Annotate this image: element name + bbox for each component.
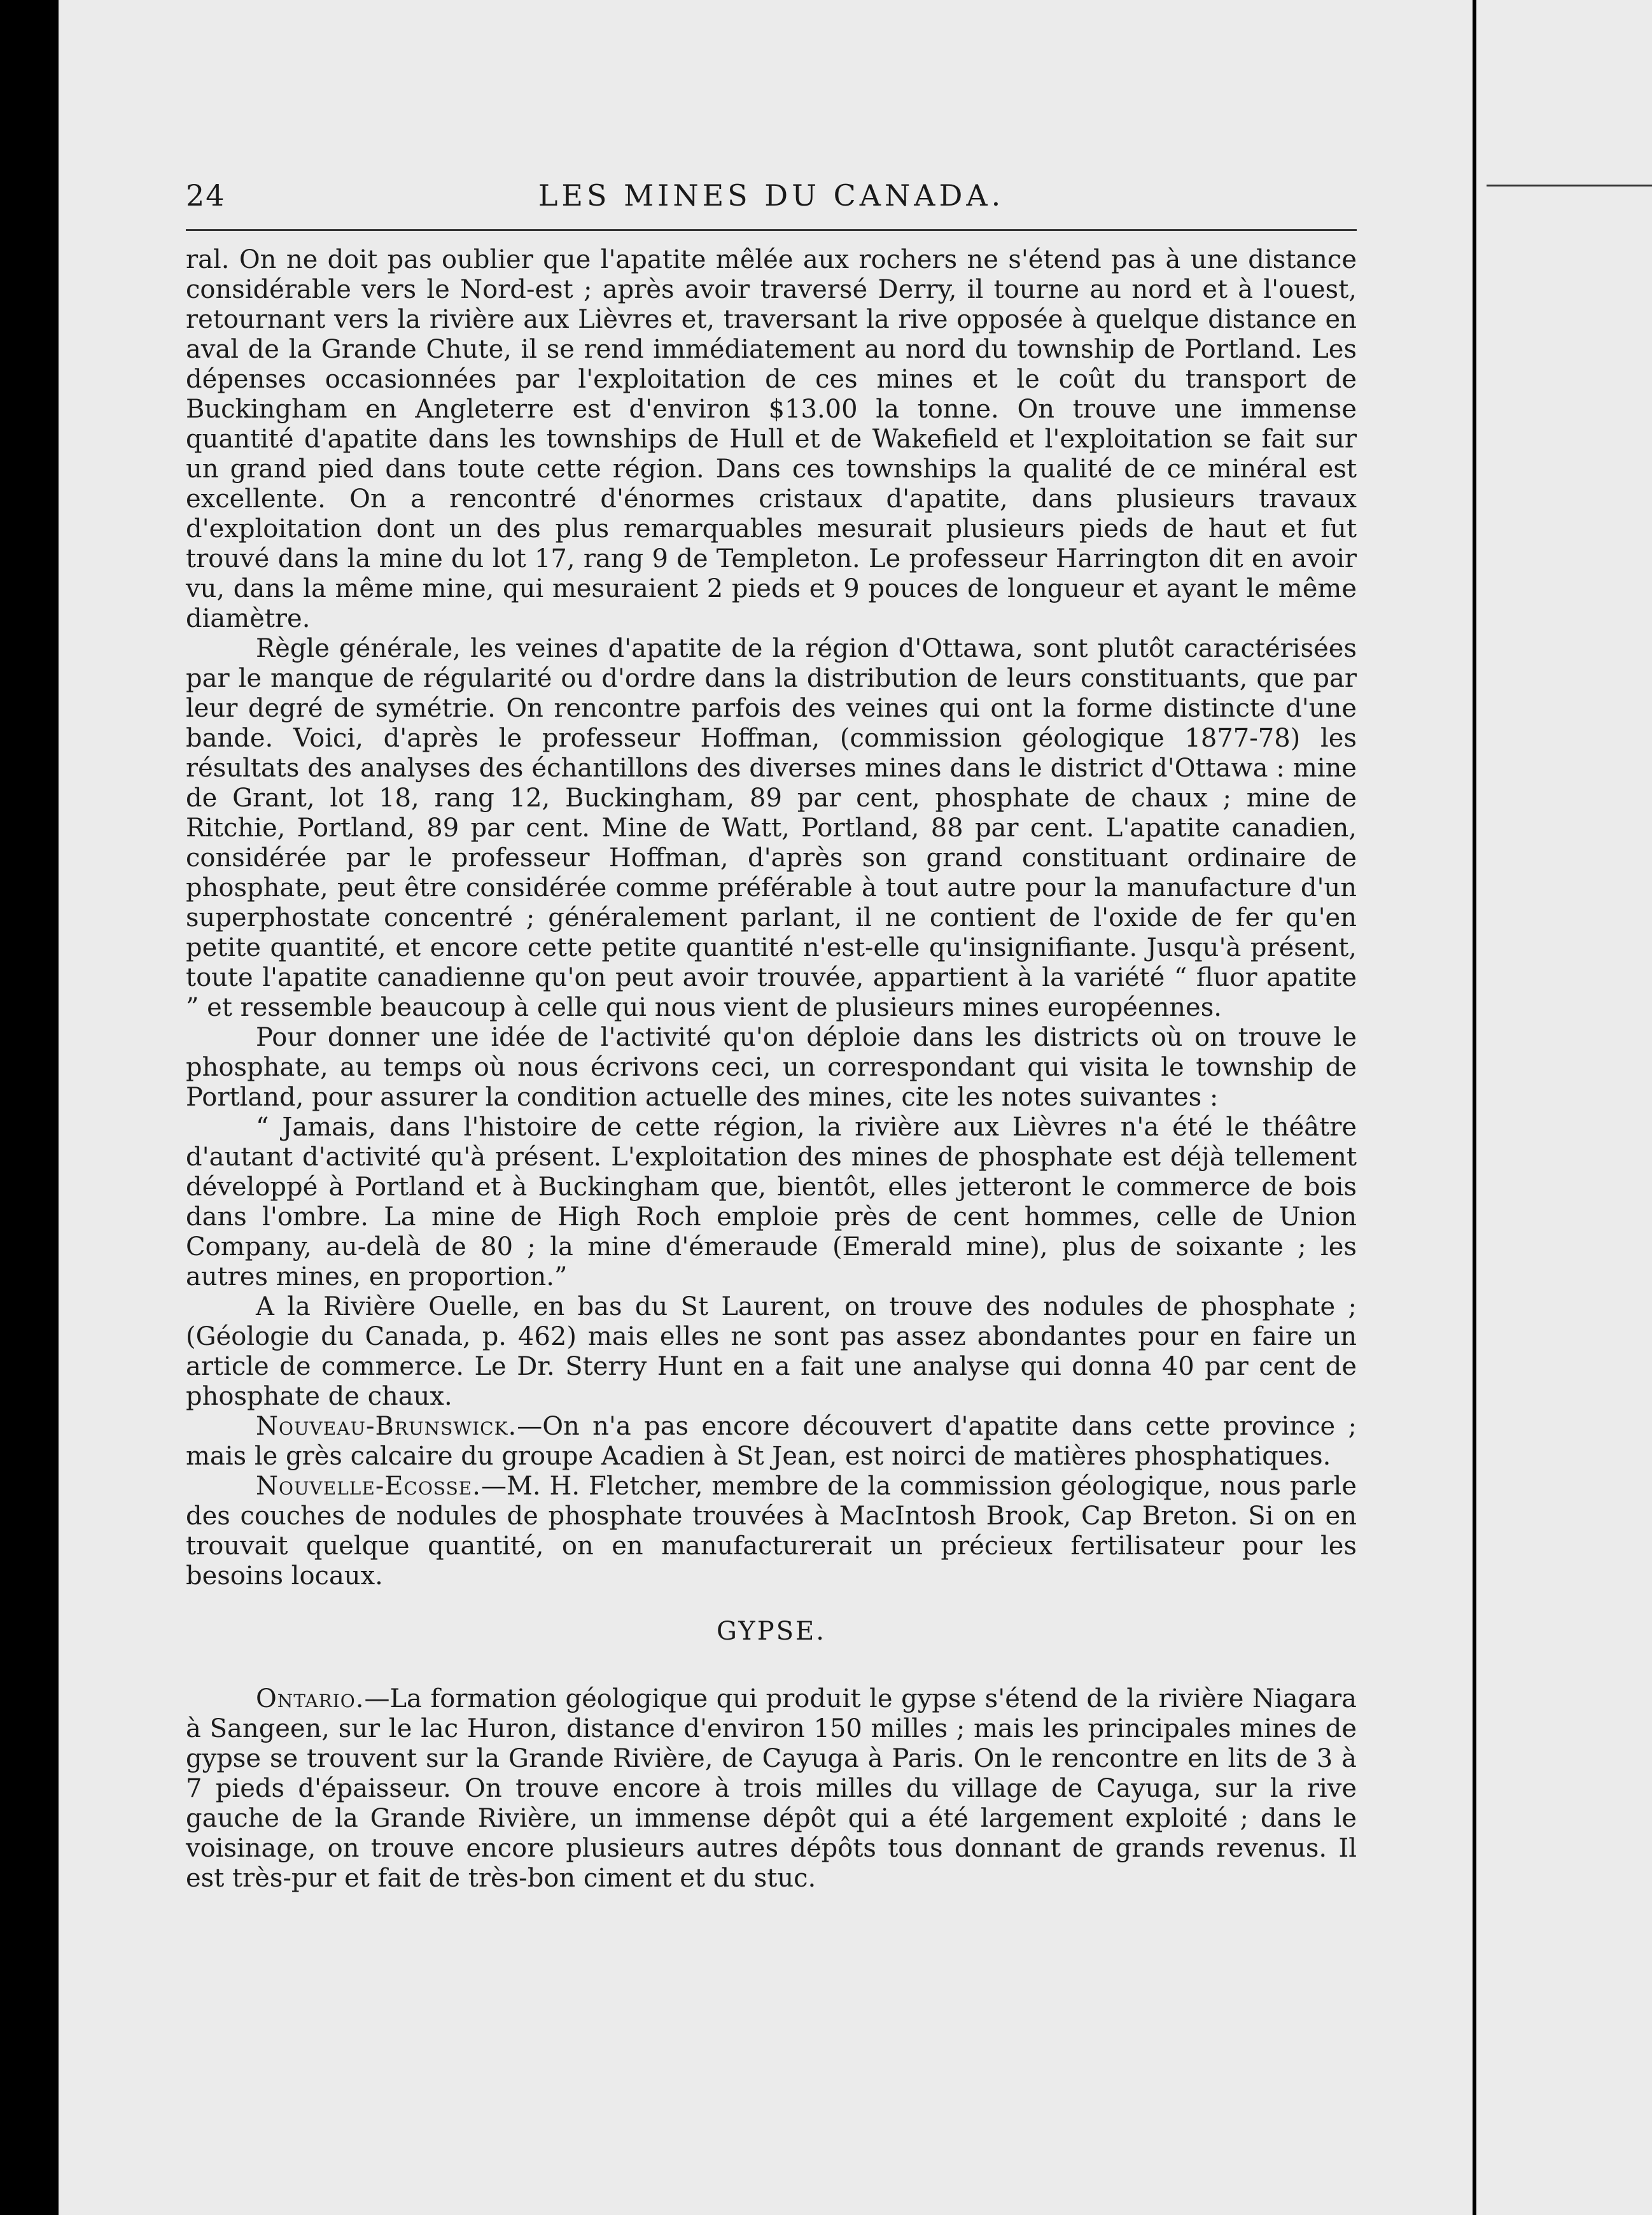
right-page-edge [1476,0,1652,2215]
paragraph-nouveau-brunswick [186,1412,1357,1472]
body-text [186,245,1357,1894]
paragraph-3: Pour donner une idée de l'activité qu'on déploie dans les districts où on trouve le phosphate, au temps où nous écrivons ceci, un correspondant qui visita le township de Portland, pour assurer la condition actuelle des mines, cite les notes suivantes : [186,1023,1357,1112]
lead-nouveau-brunswick: Nouveau-Brunswick. [256,1412,517,1441]
quotation-paragraph: “ Jamais, dans l'histoire de cette région, la rivière aux Lièvres n'a été le théâtre d'autant d'activité qu'à présent. L'exploitation des mines de phosphate est déjà tellement développé à Portland et à Buckingham que, bientôt, elles jetteront le commerce de bois dans l'ombre. La mine de High Roch emploie près de cent hommes, celle de Union Company, au-delà de 80 ; la mine d'émeraude (Emerald mine), plus de soixante ; les autres mines, en proportion.” [186,1113,1357,1291]
text-nouvelle-ecosse: —M. H. Fletcher, membre de la commission géologique, nous parle des couches de nodules de phosphate trouvées à MacIntosh Brook, Cap Breton. Si on en trouvait quelque quantité, on en manufacturerait un précieux fertilisateur pour les besoins locaux. [186,1472,1357,1591]
page-header [186,178,1357,231]
lead-nouvelle-ecosse: Nouvelle-Ecosse. [256,1472,481,1501]
text-nouveau-brunswick: —On n'a pas encore découvert d'apatite dans cette province ; mais le grès calcaire du groupe Acadien à St Jean, est noirci de matières phosphatiques. [186,1412,1357,1471]
section-heading-gypse: GYPSE. [717,1617,826,1646]
paragraph-riviere-ouelle: A la Rivière Ouelle, en bas du St Laurent, on trouve des nodules de phosphate ; (Géologie du Canada, p. 462) mais elles ne sont pas assez abondantes pour en faire un article de commerce. Le Dr. Sterry Hunt en a fait une analyse qui donna 40 par cent de phosphate de chaux. [186,1292,1357,1411]
paragraph-ontario [186,1684,1357,1894]
page-content [186,178,1357,1894]
paragraph-1: ral. On ne doit pas oublier que l'apatite mêlée aux rochers ne s'étend pas à une distance considérable vers le Nord-est ; après avoir traversé Derry, il tourne au nord et à l'ouest, retournant vers la rivière aux Lièvres et, traversant la rive opposée à quelque distance en aval de la Grande Chute, il se rend immédiatement au nord du township de Portland. Les dépenses occasionnées par l'exploitation de ces mines et le coût du transport de Buckingham en Angleterre est d'environ $13.00 la tonne. On trouve une immense quantité d'apatite dans les townships de Hull et de Wakefield et l'exploitation se fait sur un grand pied dans toute cette région. Dans ces townships la qualité de ce minéral est excellente. On a rencontré d'énormes cristaux d'apatite, dans plusieurs travaux d'exploitation dont un des plus remarquables mesurait plusieurs pieds de haut et fut trouvé dans la mine du lot 17, rang 9 de Templeton. Le professeur Harrington dit en avoir vu, dans la même mine, qui mesuraient 2 pieds et 9 pouces de longueur et ayant le même diamètre. [186,245,1357,633]
left-page [59,0,1473,2215]
lead-ontario: Ontario. [256,1684,365,1713]
text-ontario: —La formation géologique qui produit le gypse s'étend de la rivière Niagara à Sangeen, sur le lac Huron, distance d'environ 150 milles ; mais les principales mines de gypse se trouvent sur la Grande Rivière, de Cayuga à Paris. On le rencontre en lits de 3 à 7 pieds d'épaisseur. On trouve encore à trois milles du village de Cayuga, sur la rive gauche de la Grande Rivière, un immense dépôt qui a été largement exploité ; dans le voisinage, on trouve encore plusieurs autres dépôts tous donnant de grands revenus. Il est très-pur et fait de très-bon ciment et du stuc. [186,1684,1357,1893]
running-title: LES MINES DU CANADA. [538,178,1005,213]
right-page-rule [1487,185,1652,186]
page-number: 24 [186,178,226,213]
paragraph-2: Règle générale, les veines d'apatite de la région d'Ottawa, sont plutôt caractérisées par le manque de régularité ou d'ordre dans la distribution de leurs constituants, que par leur degré de symétrie. On rencontre parfois des veines qui ont la forme distincte d'une bande. Voici, d'après le professeur Hoffman, (commission géologique 1877-78) les résultats des analyses des échantillons des diverses mines dans le district d'Ottawa : mine de Grant, lot 18, rang 12, Buckingham, 89 par cent, phosphate de chaux ; mine de Ritchie, Portland, 89 par cent. Mine de Watt, Portland, 88 par cent. L'apatite canadien, considérée par le professeur Hoffman, d'après son grand constituant ordinaire de phosphate, peut être considérée comme préférable à tout autre pour la manufacture d'un superphostate concentré ; généralement parlant, il ne contient de l'oxide de fer qu'en petite quantité, et encore cette petite quantité n'est-elle qu'insignifiante. Jusqu'à présent, toute l'apatite canadienne qu'on peut avoir trouvée, appartient à la variété “ fluor apatite ” et ressemble beaucoup à celle qui nous vient de plusieurs mines européennes. [186,634,1357,1022]
paragraph-nouvelle-ecosse [186,1472,1357,1591]
